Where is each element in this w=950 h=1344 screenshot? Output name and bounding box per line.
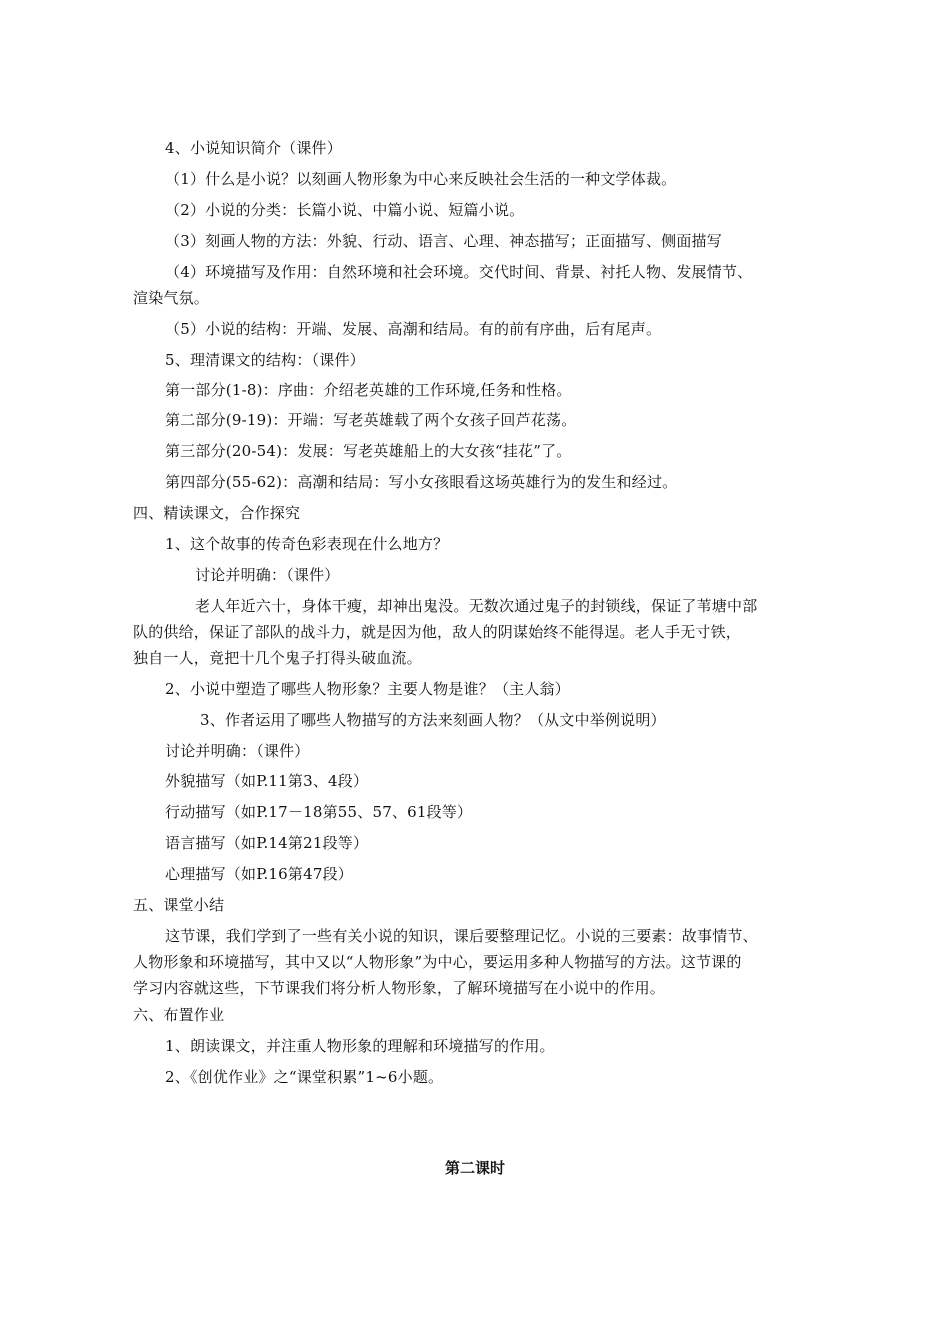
text-line: 讨论并明确：（课件） bbox=[165, 742, 310, 760]
text-line: 外貌描写（如P.11第3、4段） bbox=[165, 772, 369, 790]
text-line: 5、理清课文的结构：（课件） bbox=[165, 351, 365, 369]
text-line: 1、朗读课文，并注重人物形象的理解和环境描写的作用。 bbox=[165, 1037, 555, 1055]
text-line: 4、小说知识简介（课件） bbox=[165, 139, 342, 157]
text-line: 2、《创优作业》之“课堂积累”1~6小题。 bbox=[165, 1068, 444, 1086]
text-line: 行动描写（如P.17－18第55、57、61段等） bbox=[165, 803, 473, 821]
text-line: 心理描写（如P.16第47段） bbox=[165, 865, 353, 883]
text-line: 2、小说中塑造了哪些人物形象？主要人物是谁？（主人翁） bbox=[165, 680, 570, 698]
text-line: （3）刻画人物的方法：外貌、行动、语言、心理、神态描写；正面描写、侧面描写 bbox=[165, 232, 722, 250]
text-line: 队的供给，保证了部队的战斗力，就是因为他，敌人的阴谋始终不能得逞。老人手无寸铁， bbox=[133, 623, 742, 641]
text-line: 这节课，我们学到了一些有关小说的知识，课后要整理记忆。小说的三要素：故事情节、 bbox=[165, 927, 758, 945]
text-line: 独自一人，竟把十几个鬼子打得头破血流。 bbox=[133, 649, 422, 667]
section-heading: 四、精读课文，合作探究 bbox=[133, 504, 301, 522]
text-line: （4）环境描写及作用：自然环境和社会环境。交代时间、背景、衬托人物、发展情节、 bbox=[165, 263, 753, 281]
text-line: （1）什么是小说？以刻画人物形象为中心来反映社会生活的一种文学体裁。 bbox=[165, 170, 677, 188]
text-line: （2）小说的分类：长篇小说、中篇小说、短篇小说。 bbox=[165, 201, 525, 219]
text-line: 讨论并明确：（课件） bbox=[195, 566, 340, 584]
text-line: 1、这个故事的传奇色彩表现在什么地方？ bbox=[165, 535, 449, 553]
text-line: 人物形象和环境描写，其中又以“人物形象”为中心，要运用多种人物描写的方法。这节课的 bbox=[133, 953, 742, 971]
text-line: 老人年近六十，身体干瘦，却神出鬼没。无数次通过鬼子的封锁线，保证了苇塘中部 bbox=[195, 597, 758, 615]
text-line: （5）小说的结构：开端、发展、高潮和结局。有的前有序曲，后有尾声。 bbox=[165, 320, 662, 338]
text-line: 第一部分(1-8)：序曲：介绍老英雄的工作环境,任务和性格。 bbox=[165, 381, 572, 399]
text-line: 第三部分(20-54)：发展：写老英雄船上的大女孩“挂花”了。 bbox=[165, 442, 572, 460]
text-line: 渲染气氛。 bbox=[133, 289, 210, 307]
text-line: 学习内容就这些，下节课我们将分析人物形象，了解环境描写在小说中的作用。 bbox=[133, 979, 666, 997]
text-line: 第四部分(55-62)：高潮和结局：写小女孩眼看这场英雄行为的发生和经过。 bbox=[165, 473, 678, 491]
section-heading: 五、课堂小结 bbox=[133, 896, 225, 914]
text-line: 语言描写（如P.14第21段等） bbox=[165, 834, 369, 852]
section-heading: 六、布置作业 bbox=[133, 1006, 225, 1024]
section-title: 第二课时 bbox=[444, 1159, 505, 1177]
text-line: 第二部分(9-19)：开端：写老英雄载了两个女孩子回芦花荡。 bbox=[165, 411, 577, 429]
text-line: 3、作者运用了哪些人物描写的方法来刻画人物？（从文中举例说明） bbox=[200, 711, 666, 729]
